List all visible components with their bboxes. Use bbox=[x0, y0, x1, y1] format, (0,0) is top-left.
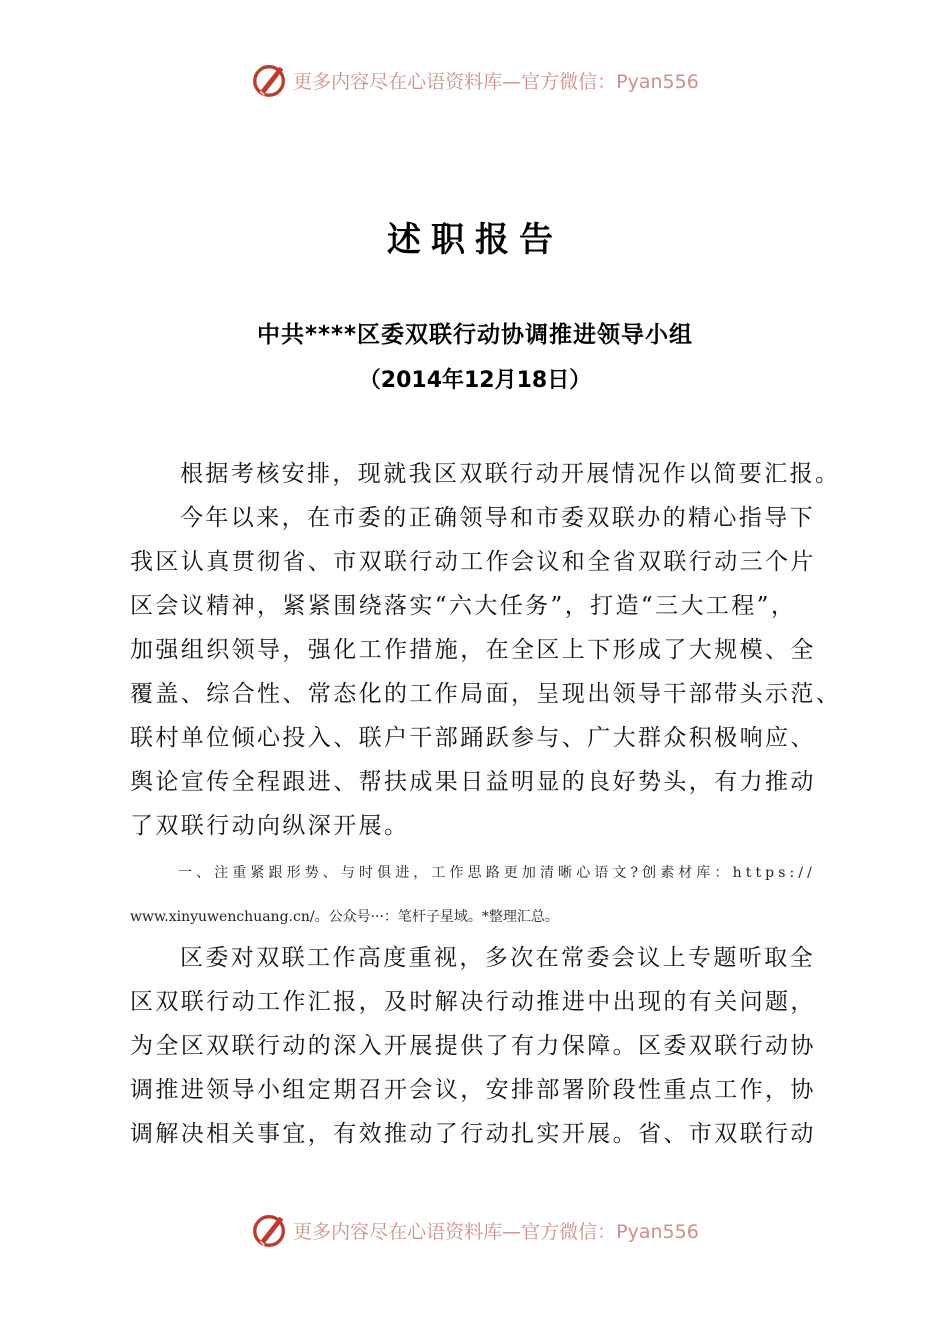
text-line: 我区认真贯彻省、市双联行动工作会议和全省双联行动三个片 bbox=[130, 549, 816, 575]
section-heading-note bbox=[130, 858, 835, 946]
paragraph-overview bbox=[130, 496, 842, 848]
text-line: 区双联行动工作汇报，及时解决行动推进中出现的有关问题， bbox=[130, 989, 816, 1015]
text-line: 联村单位倾心投入、联户干部踊跃参与、广大群众积极响应、 bbox=[130, 725, 816, 751]
text-line: 区会议精神，紧紧围绕落实“六大任务”，打造“三大工程”， bbox=[130, 593, 797, 619]
text-line: 为全区双联行动的深入开展提供了有力保障。区委双联行动协 bbox=[130, 1033, 816, 1059]
document-date: （2014年12月18日） bbox=[358, 368, 592, 393]
text-line: 舆论宣传全程跟进、帮扶成果日益明显的良好势头，有力推动 bbox=[130, 769, 816, 795]
wechat-id: Pyan556 bbox=[616, 70, 699, 93]
text-line: 加强组织领导，强化工作措施，在全区上下形成了大规模、全 bbox=[130, 637, 816, 663]
pen-logo-icon bbox=[251, 61, 289, 99]
watermark-text: 更多内容尽在心语资料库—官方微信：Pyan556 bbox=[293, 1220, 699, 1243]
header-watermark bbox=[0, 58, 950, 102]
document-subtitle: 中共****区委双联行动协调推进领导小组 bbox=[256, 322, 694, 348]
text-line: 调推进领导小组定期召开会议，安排部署阶段性重点工作，协 bbox=[130, 1077, 816, 1103]
pen-logo-icon bbox=[251, 1211, 289, 1249]
paragraph-intro bbox=[130, 452, 841, 496]
watermark-text: 更多内容尽在心语资料库—官方微信：Pyan556 bbox=[293, 70, 699, 93]
text-line: 了双联行动向纵深开展。 bbox=[130, 813, 410, 839]
text-line: 今年以来，在市委的正确领导和市委双联办的精心指导下 bbox=[180, 505, 815, 531]
section-heading-line: 一、注重紧跟形势、与时俱进，工作思路更加清晰心语文?创素材库：https:// bbox=[178, 865, 816, 881]
paragraph-leadership bbox=[130, 936, 830, 1156]
section-source-line: www.xinyuwenchuang.cn/。公众号···：笔杆子星域。*整理汇总。 bbox=[130, 909, 559, 925]
document-title: 述职报告 bbox=[387, 220, 563, 260]
text-line: 区委对双联工作高度重视，多次在常委会议上专题听取全 bbox=[180, 945, 815, 971]
text-line: 覆盖、综合性、常态化的工作局面，呈现出领导干部带头示范、 bbox=[130, 681, 842, 707]
wechat-id: Pyan556 bbox=[616, 1220, 699, 1243]
footer-watermark bbox=[0, 1208, 950, 1252]
text-line: 根据考核安排，现就我区双联行动开展情况作以简要汇报。 bbox=[180, 461, 841, 487]
text-line: 调解决相关事宜，有效推动了行动扎实开展。省、市双联行动 bbox=[130, 1121, 816, 1147]
